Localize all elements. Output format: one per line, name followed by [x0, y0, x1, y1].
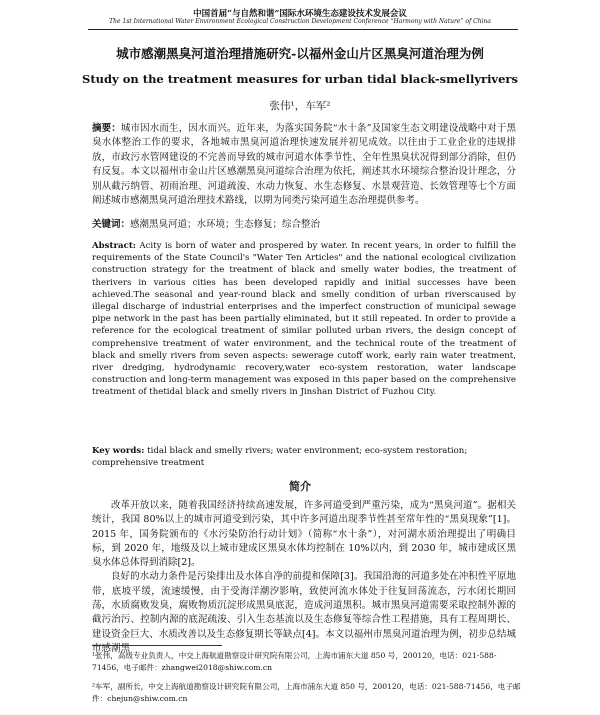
footnote-2: ²车军，副所长，中交上海航道勘察设计研究院有限公司，上海市浦东大道 850 号，200120，电话：021-588-71456，电子邮件：chejun@shiw.com.cn	[92, 682, 521, 703]
keywords-cn	[92, 218, 516, 232]
abstract-cn	[92, 122, 516, 208]
abstract-cn-text: 城市因水而生，因水而兴。近年来，为落实国务院“水十条”及国家生态文明建设战略中对于黑臭水体整治工作的要求，各地城市黑臭河道治理快速发展并初见成效。以往由于工业企业的违规排放，市政污水管网建设的不完善而导致的城市河道水体季节性、全年性黑臭状况得到部分消除，但仍有反复。本文以福州市金山片区感潮黑臭河道综合治理为依托，阐述其水环境综合整治设计理念，分别从截污纳管、初雨治理、河道疏浚、水动力恢复、水生态修复、水景观营造、长效管理等七个方面阐述城市感潮黑臭河道治理技术路线，以期为同类污染河道生态治理提供参考。	[92, 123, 516, 207]
abstract-cn-label: 摘要：	[92, 123, 121, 134]
conference-header-cn: 中国首届“与自然和谐”国际水环境生态建设技术发展会议	[193, 9, 407, 19]
footnote-1: ¹张伟，高级专业负责人，中交上海航道勘察设计研究院有限公司，上海市浦东大道 850 号，200120，电话：021-588-71456，电子邮件：zhangwei2018@shiw.com.cn	[92, 651, 497, 672]
keywords-cn-text: 感潮黑臭河道；水环境；生态修复；综合整治	[130, 219, 321, 230]
keywords-en	[92, 445, 516, 469]
intro-paragraph-1: 改革开放以来，随着我国经济持续高速发展，许多河道受到严重污染，成为“黑臭河道”。据相关统计，我国 80%以上的城市河道受到污染，其中许多河道出现季节性甚至常年性的“黑臭现象”[1]。2015 年，国务院颁布的《水污染防治行动计划》（简称“水十条”），对河湖水质治理提出了明确目标，到 2020 年，地级及以上城市建成区黑臭水体均控制在 10%以内，到 2030 年，城市建成区黑臭水体总体得到消除[2]。	[92, 500, 516, 569]
abstract-en-label: Abstract:	[92, 241, 136, 251]
abstract-en	[92, 240, 516, 399]
header-rule	[88, 29, 518, 30]
intro-body	[92, 499, 516, 656]
section-title-intro: 简介	[289, 480, 311, 493]
keywords-en-text: tidal black and smelly rivers; water environment; eco-system restoration; comprehensive treatment	[92, 446, 468, 469]
abstract-en-text: Acity is born of water and prospered by water. In recent years, in order to fulfill the requirements of the State Council's "Water Ten Articles" and the national ecological civilization construction strategy for the treatment of black and smelly water bodies, the treatment of therivers in various cities has been developed rapidly and initial successes have been achieved.The seasonal and year-round black and smelly condition of urban riverscaused by illegal discharge of industrial enterprises and the imperfect construction of municipal sewage pipe network in the past has been partially eliminated, but it still repeated. In order to provide a reference for the ecological treatment of similar polluted urban rivers, the design concept of comprehensive treatment of water environment, and the technical route of the treatment of black and smelly rivers from seven aspects: sewerage cutoff work, early rain water treatment, river dredging, hydrodynamic recovery,water eco-system restoration, water landscape construction and long-term management was exposed in this paper based on the comprehensive treatment of thetidal black and smelly rivers in Jinshan District of Fuzhou City.	[92, 241, 516, 398]
paper-title-cn: 城市感潮黑臭河道治理措施研究-以福州金山片区黑臭河道治理为例	[116, 46, 484, 61]
footnote-rule	[92, 645, 222, 646]
paper-title-en: Study on the treatment measures for urban tidal black-smellyrivers	[82, 72, 518, 86]
keywords-cn-label: 关键词：	[92, 219, 131, 230]
conference-header-en: The 1st International Water Environment Ecological Construction Development Conference “Harmony with Nature” of China	[109, 18, 491, 25]
author-line: 张伟¹，车军²	[269, 100, 331, 112]
keywords-en-label: Key words:	[92, 446, 145, 456]
intro-paragraph-2: 良好的水动力条件是污染排出及水体自净的前提和保障[3]。我国沿海的河道多处在冲积性平原地带，底坡平缓，流速缓慢，由于受海洋潮汐影响，致使河流水体处于往复回荡流态，污水闭长期回荡，水质腐败发臭，腐败物质沉淀形成黑臭底泥，造成河道黑积。城市黑臭河道需要采取控制外源的截污治污、控制内源的底泥疏浚、引入生态基流以及生态修复等综合性工程措施，具有工程周期长、建设资金巨大、水质改善以及生态修复期长等缺点[4]。本文以福州市黑臭河道治理为例，初步总结城市感潮黑	[92, 571, 516, 654]
